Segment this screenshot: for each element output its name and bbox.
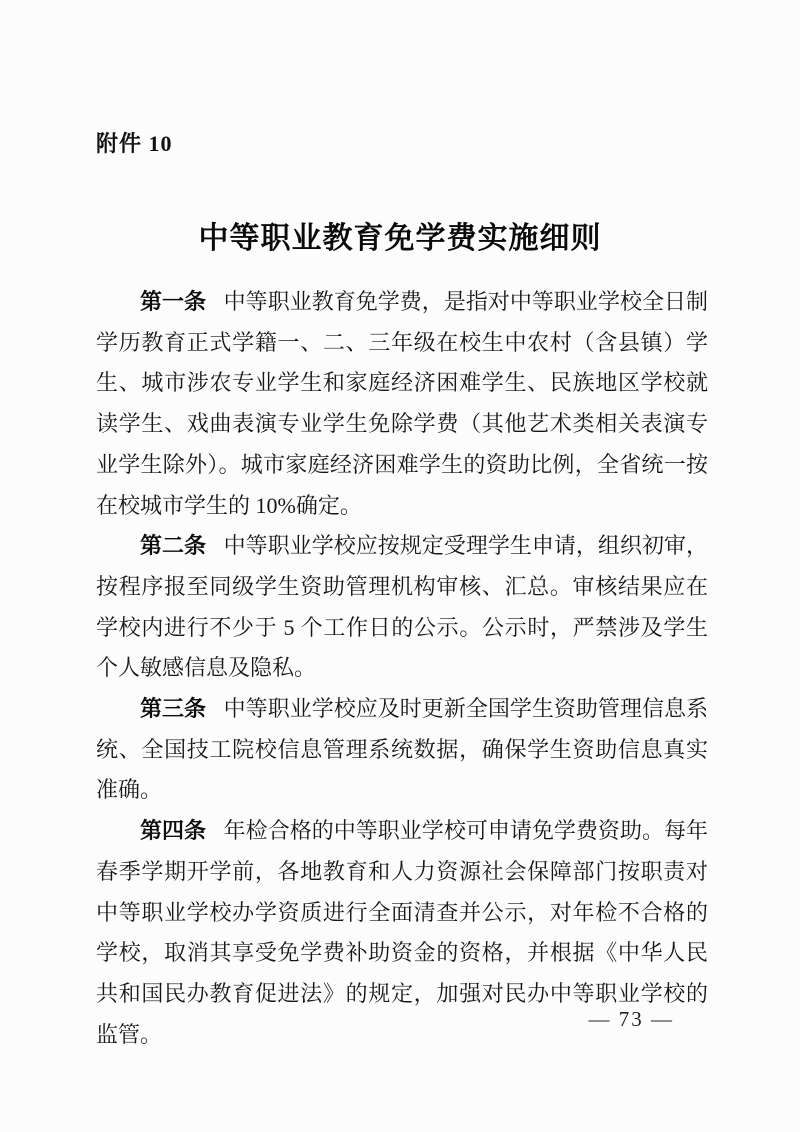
article-paragraph-3 <box>96 689 708 811</box>
article-2-heading: 第二条 <box>140 533 207 559</box>
article-4-text: 年检合格的中等职业学校可申请免学费资助。每年春季学期开学前，各地教育和人力资源社会保障部门按职责对中等职业学校办学资质进行全面清查并公示，对年检不合格的学校，取消其享受免学费补助资金的资格，并根据《中华人民共和国民办教育促进法》的规定，加强对民办中等职业学校的监管。 <box>96 818 708 1047</box>
article-1-text: 中等职业教育免学费，是指对中等职业学校全日制学历教育正式学籍一、二、三年级在校生中农村（含县镇）学生、城市涉农专业学生和家庭经济困难学生、民族地区学校就读学生、戏曲表演专业学生免除学费（其他艺术类相关表演专业学生除外）。城市家庭经济困难学生的资助比例，全省统一按在校城市学生的 10%确定。 <box>96 289 708 518</box>
attachment-label: 附件 10 <box>96 131 173 156</box>
document-title: 中等职业教育免学费实施细则 <box>198 222 602 255</box>
article-paragraph-1 <box>96 282 708 526</box>
article-1-heading: 第一条 <box>140 289 207 314</box>
article-3-heading: 第三条 <box>140 696 207 722</box>
article-paragraph-2 <box>96 526 708 689</box>
article-2-text: 中等职业学校应按规定受理学生申请，组织初审，按程序报至同级学生资助管理机构审核、汇总。审核结果应在学校内进行不少于 5 个工作日的公示。公示时，严禁涉及学生个人敏感信息及隐私。 <box>96 533 708 681</box>
page-number: — 73 — <box>588 1007 674 1031</box>
document-body <box>96 282 708 1055</box>
article-4-heading: 第四条 <box>140 818 207 844</box>
article-3-text: 中等职业学校应及时更新全国学生资助管理信息系统、全国技工院校信息管理系统数据，确保学生资助信息真实准确。 <box>96 696 708 803</box>
